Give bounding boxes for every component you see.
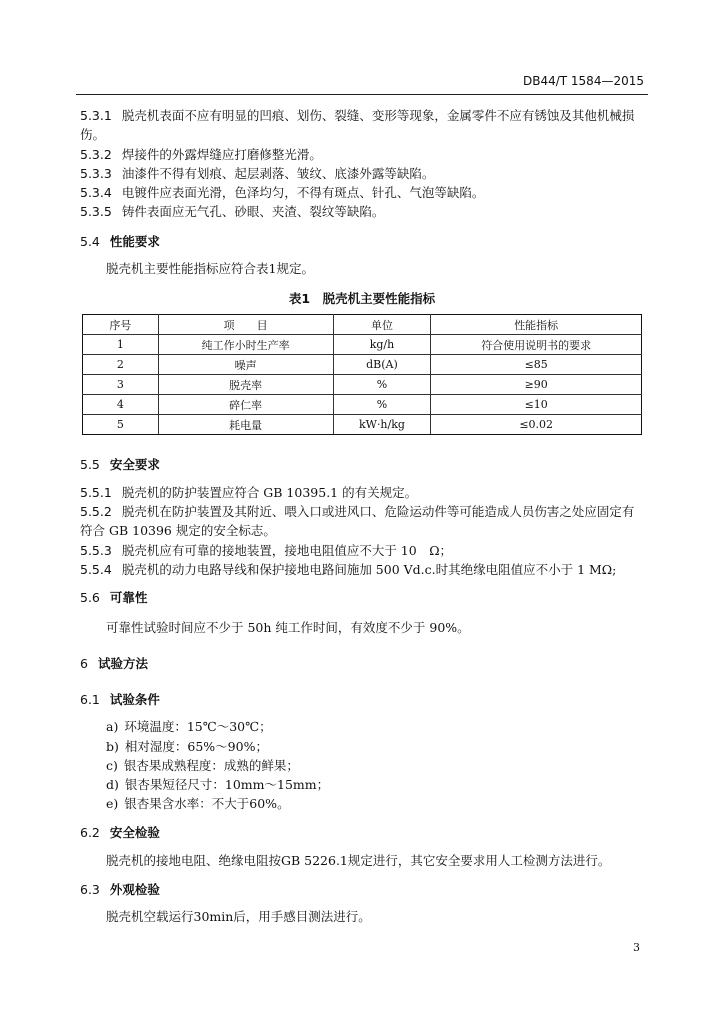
section-number: 5.4: [80, 234, 100, 249]
clause-text: 脱壳机的动力电路导线和保护接地电路间施加 500 Vd.c.时其绝缘电阻值应不小于 1 MΩ;: [121, 562, 617, 577]
list-item: [106, 739, 268, 755]
section-5-5-heading: [80, 457, 160, 473]
table-cell: 3: [83, 375, 159, 395]
table-title: 表1 脱壳机主要性能指标: [288, 291, 436, 306]
table-row: [83, 355, 642, 375]
clause-text: 油漆件不得有划痕、起层剥落、皱纹、底漆外露等缺陷。: [121, 166, 435, 181]
clause-text: 脱壳机应有可靠的接地装置，接地电阻值应不大于 10 Ω；: [121, 543, 453, 558]
clause-5-5-3: [80, 543, 452, 559]
clause-5-3-1: [80, 108, 634, 124]
section-number: 5.6: [80, 590, 100, 605]
table-cell: ≥90: [431, 375, 642, 395]
clause-5-3-5: [80, 204, 384, 220]
section-title: 性能要求: [109, 234, 160, 249]
section-title: 安全要求: [109, 457, 160, 472]
clause-5-5-4: [80, 562, 616, 578]
table-cell: 耗电量: [158, 415, 333, 435]
list-item: [106, 777, 329, 793]
section-title: 安全检验: [109, 825, 160, 840]
list-label: e): [106, 796, 119, 811]
table-cell: dB(A): [333, 355, 431, 375]
section-6-3-body: 脱壳机空载运行30min后，用手感目测法进行。: [106, 909, 371, 924]
table-cell: ≤0.02: [431, 415, 642, 435]
clause-text: 脱壳机的防护装置应符合 GB 10395.1 的有关规定。: [121, 485, 418, 500]
table-cell: 4: [83, 395, 159, 415]
table-cell: 符合使用说明书的要求: [431, 335, 642, 355]
chapter-number: 6: [80, 656, 88, 671]
list-item: [106, 719, 272, 735]
clause-5-5-2: [80, 504, 634, 520]
clause-text: 焊接件的外露焊缝应打磨修整光滑。: [121, 147, 322, 162]
section-5-4-body: 脱壳机主要性能指标应符合表1规定。: [106, 261, 314, 276]
clause-5-3-3: [80, 166, 434, 182]
clause-number: 5.5.1: [80, 485, 112, 500]
clause-5-5-1: [80, 485, 417, 501]
header-rule: [76, 94, 648, 95]
header-cell: 序号: [83, 315, 159, 335]
table-cell: 噪声: [158, 355, 333, 375]
list-text: 相对湿度：65%～90%；: [124, 739, 268, 754]
list-text: 银杏果成熟程度：成熟的鲜果；: [123, 758, 299, 773]
section-title: 可靠性: [109, 590, 148, 605]
table-cell: ≤85: [431, 355, 642, 375]
list-text: 银杏果含水率：不大于60%。: [124, 796, 290, 811]
table-cell: %: [333, 395, 431, 415]
section-title: 外观检验: [109, 882, 160, 897]
list-item: [106, 796, 290, 812]
chapter-title: 试验方法: [97, 656, 148, 671]
section-number: 6.3: [80, 882, 100, 897]
header-cell: 性能指标: [431, 315, 642, 335]
clause-number: 5.3.5: [80, 204, 112, 219]
clause-text: 脱壳机在防护装置及其附近、喂入口或进风口、危险运动件等可能造成人员伤害之处应固定有: [121, 504, 635, 519]
list-item: [106, 758, 299, 774]
table-cell: 脱壳率: [158, 375, 333, 395]
table-row: [83, 335, 642, 355]
clause-text: 电镀件应表面光滑，色泽均匀，不得有斑点、针孔、气泡等缺陷。: [121, 185, 485, 200]
list-label: c): [106, 758, 118, 773]
section-5-6-body: 可靠性试验时间应不少于 50h 纯工作时间，有效度不少于 90%。: [106, 620, 470, 635]
section-title: 试验条件: [109, 692, 160, 707]
table-cell: kW·h/kg: [333, 415, 431, 435]
table-cell: %: [333, 375, 431, 395]
clause-number: 5.5.2: [80, 504, 112, 519]
section-6-1-heading: [80, 692, 160, 708]
clause-5-3-2: [80, 147, 322, 163]
list-text: 环境温度：15℃～30℃；: [124, 719, 272, 734]
list-label: d): [106, 777, 119, 792]
clause-number: 5.5.4: [80, 562, 112, 577]
page-number: 3: [633, 941, 640, 954]
table-row: [83, 415, 642, 435]
header-cell: 单位: [333, 315, 431, 335]
clause-number: 5.3.4: [80, 185, 112, 200]
table-row: [83, 375, 642, 395]
document-id: DB44/T 1584—2015: [522, 74, 644, 88]
section-6-2-body: 脱壳机的接地电阻、绝缘电阻按GB 5226.1规定进行，其它安全要求用人工检测方法进行。: [106, 853, 611, 868]
table-cell: 2: [83, 355, 159, 375]
clause-text: 脱壳机表面不应有明显的凹痕、划伤、裂缝、变形等现象，金属零件不应有锈蚀及其他机械损: [121, 108, 635, 123]
section-6-2-heading: [80, 825, 160, 841]
table-row: [83, 395, 642, 415]
clause-number: 5.3.3: [80, 166, 112, 181]
clause-number: 5.3.2: [80, 147, 112, 162]
section-5-4-heading: [80, 234, 160, 250]
clause-5-3-4: [80, 185, 484, 201]
table-header-row: [83, 315, 642, 335]
clause-text: 铸件表面应无气孔、砂眼、夹渣、裂纹等缺陷。: [121, 204, 385, 219]
header-cell: 项 目: [158, 315, 333, 335]
list-text: 银杏果短径尺寸：10mm～15mm；: [124, 777, 330, 792]
list-label: b): [106, 739, 119, 754]
clause-5-3-1-continued: 伤。: [80, 127, 106, 142]
list-label: a): [106, 719, 119, 734]
performance-table: [82, 314, 642, 435]
chapter-6-heading: [80, 656, 148, 672]
section-5-6-heading: [80, 590, 147, 606]
clause-number: 5.5.3: [80, 543, 112, 558]
table-cell: ≤10: [431, 395, 642, 415]
table-cell: 纯工作小时生产率: [158, 335, 333, 355]
section-number: 5.5: [80, 457, 100, 472]
section-number: 6.2: [80, 825, 100, 840]
table-cell: 碎仁率: [158, 395, 333, 415]
table-cell: 1: [83, 335, 159, 355]
section-number: 6.1: [80, 692, 100, 707]
table-cell: kg/h: [333, 335, 431, 355]
section-6-3-heading: [80, 882, 160, 898]
clause-number: 5.3.1: [80, 108, 112, 123]
table-cell: 5: [83, 415, 159, 435]
clause-5-5-2-continued: 符合 GB 10396 规定的安全标志。: [80, 523, 276, 538]
